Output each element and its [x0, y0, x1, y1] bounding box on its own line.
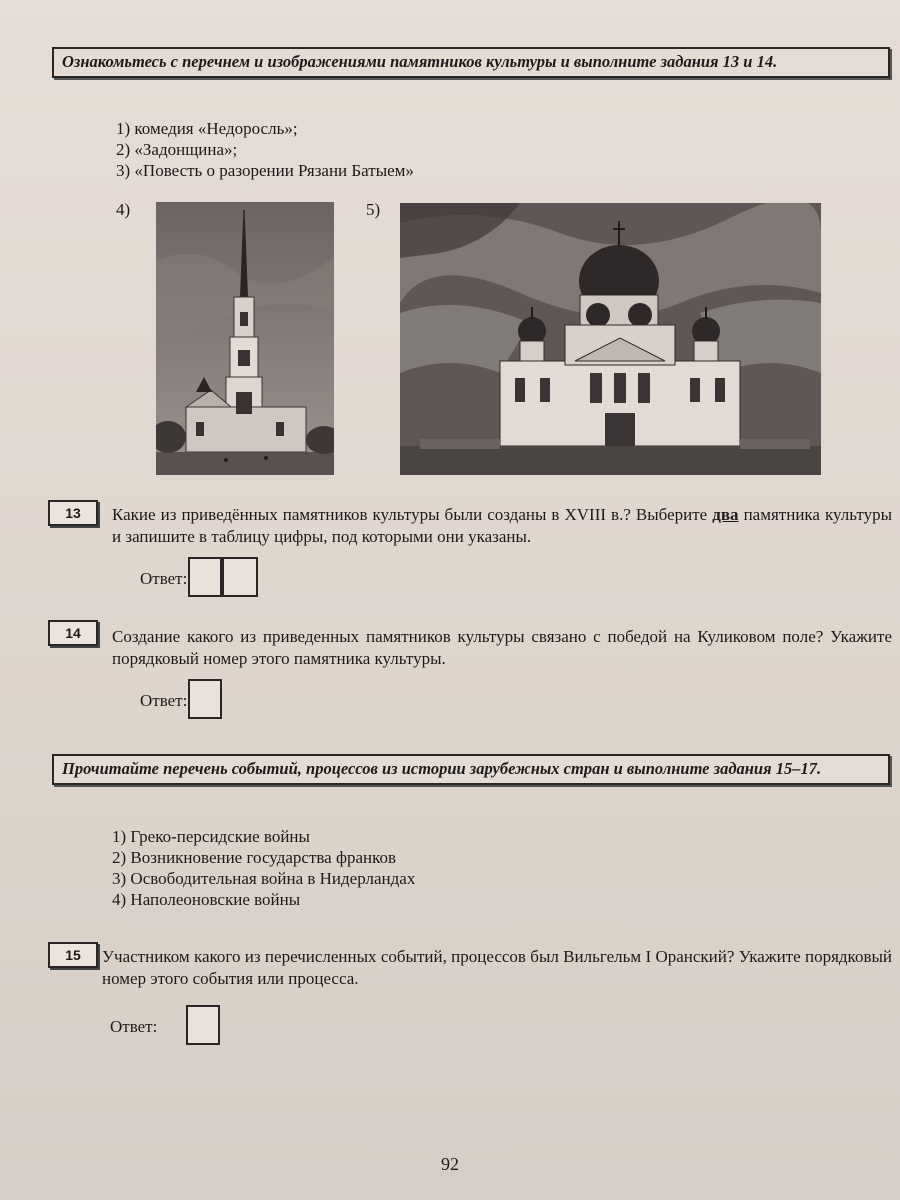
answer-label-14: Ответ:	[140, 691, 188, 710]
instruction-box-2	[52, 754, 890, 785]
image-label-4: 4)	[116, 200, 131, 219]
photo-christ-saviour-cathedral	[400, 203, 821, 475]
answer-label-15: Ответ:	[110, 1017, 158, 1036]
question-number-15: 15	[48, 942, 98, 968]
answer-cell-14[interactable]	[188, 679, 222, 719]
event-item-2: 2) Возникновение государства франков	[112, 848, 397, 867]
answer-cell-13-1[interactable]	[188, 557, 222, 597]
image-label-5: 5)	[366, 200, 381, 219]
monument-item-3: 3) «Повесть о разорении Рязани Батыем»	[116, 161, 414, 180]
monument-item-1: 1) комедия «Недоросль»;	[116, 119, 298, 138]
answer-label-13: Ответ:	[140, 569, 188, 588]
q13-text-after: памятника культуры и запишите в таблицу цифры, под которыми они указаны.	[112, 505, 892, 546]
event-item-4: 4) Наполеоновские войны	[112, 890, 301, 909]
photo-peter-paul-cathedral	[156, 202, 334, 475]
q13-emphasis: два	[712, 505, 739, 524]
answer-cell-13-2[interactable]	[222, 557, 258, 597]
question-14-text: Создание какого из приведенных памятников культуры связано с победой на Куликовом поле? Укажите порядковый номер этого памятника культуры.	[112, 627, 892, 668]
event-item-1: 1) Греко-персидские войны	[112, 827, 310, 846]
monument-item-2: 2) «Задонщина»;	[116, 140, 238, 159]
question-number-13: 13	[48, 500, 98, 526]
question-15-text: Участником какого из перечисленных событий, процессов был Вильгельм I Оранский? Укажите порядковый номер этого события или процесса.	[102, 947, 892, 988]
question-number-14: 14	[48, 620, 98, 646]
q13-text-before: Какие из приведённых памятников культуры были созданы в XVIII в.? Выберите	[112, 505, 713, 524]
page-number: 92	[441, 1154, 459, 1174]
instruction-text-2: Прочитайте перечень событий, процессов из истории зарубежных стран и выполните задания 15–17.	[62, 759, 822, 778]
instruction-text-1: Ознакомьтесь с перечнем и изображениями памятников культуры и выполните задания 13 и 14.	[62, 52, 778, 71]
events-list	[112, 826, 415, 910]
event-item-3: 3) Освободительная война в Нидерландах	[112, 869, 416, 888]
monuments-list	[116, 118, 414, 181]
instruction-box-1	[52, 47, 890, 78]
question-13-text	[112, 504, 892, 548]
answer-cell-15[interactable]	[186, 1005, 220, 1045]
